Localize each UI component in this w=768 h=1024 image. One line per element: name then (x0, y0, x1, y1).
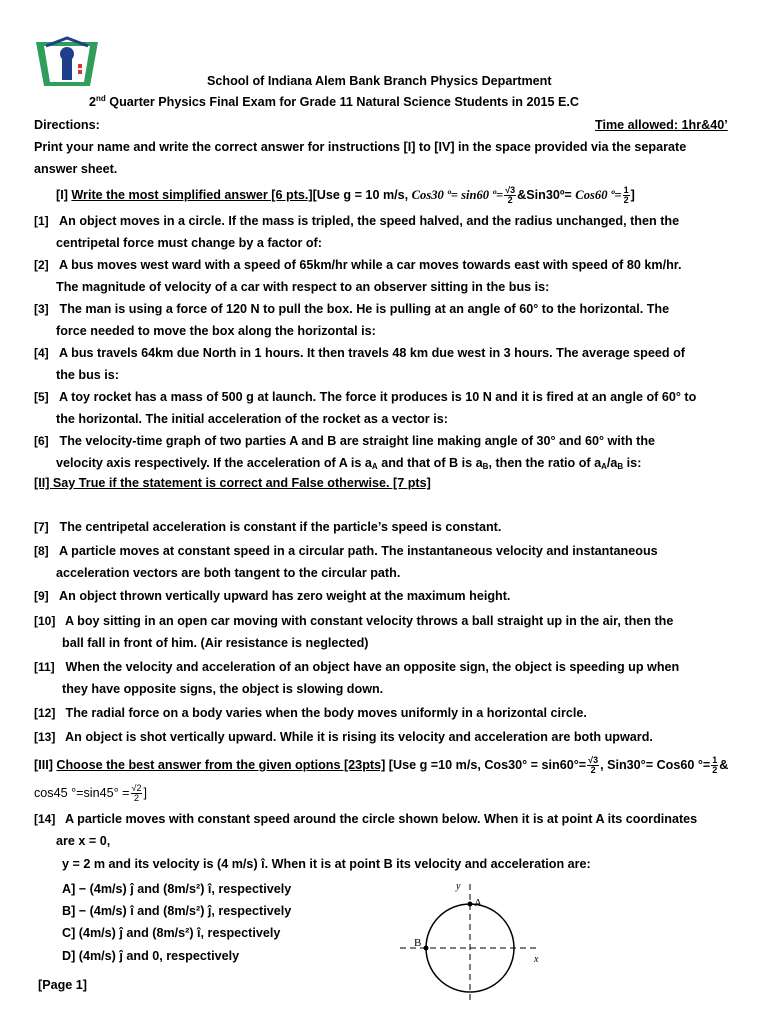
question-8: [8] A particle moves at constant speed in a circular path. The instantaneous velocity and instantaneous (34, 544, 658, 558)
question-2: [2] A bus moves west ward with a speed of 65km/hr while a car moves towards east with speed of 80 km/hr. (34, 258, 682, 272)
question-14-cont-2: y = 2 m and its velocity is (4 m/s) î. When it is at point B its velocity and acceleration are: (62, 857, 591, 871)
question-12: [12] The radial force on a body varies when the body moves uniformly in a horizontal circle. (34, 706, 587, 720)
directions-text-2: answer sheet. (34, 162, 118, 176)
page-number: [Page 1] (38, 978, 87, 992)
option-d: D] (4m/s) ĵ and 0, respectively (62, 949, 240, 963)
directions-label: Directions: (34, 118, 100, 132)
question-4-cont: the bus is: (56, 368, 119, 382)
question-6-cont: velocity axis respectively. If the acceleration of A is $a_A$ and that of B is $a_B$, then the ratio of $a_A/a_B$ is: (56, 456, 642, 471)
question-6: [6] The velocity-time graph of two parties A and B are straight line making angle of 30° and 60° with the (34, 434, 656, 448)
section-3-heading-cont: cos45 °=sin45° = $\frac{√2}{2}$ ] (34, 783, 147, 803)
school-logo (32, 34, 102, 90)
exam-title: 2nd Quarter Physics Final Exam for Grade 11 Natural Science Students in 2015 E.C (89, 94, 579, 109)
question-10-cont: ball fall in front of him. (Air resistance is neglected) (62, 636, 369, 650)
question-5: [5] A toy rocket has a mass of 500 g at launch. The force it produces is 10 N and it is fired at an angle of 60° to (34, 390, 697, 404)
option-a: A] − (4m/s) ĵ and (8m/s²) î, respectively (62, 882, 292, 896)
question-3: [3] The man is using a force of 120 N to pull the box. He is pulling at an angle of 60° to the horizontal. The (34, 302, 670, 316)
question-11: [11] When the velocity and acceleration of an object have an opposite sign, the object is speeding up when (34, 660, 680, 674)
question-5-cont: the horizontal. The initial acceleration of the rocket as a vector is: (56, 412, 448, 426)
point-b-dot (424, 946, 429, 951)
fig-b-label: B (414, 937, 422, 949)
time-allowed: Time allowed: 1hr&40’ (595, 118, 728, 132)
fig-x-label: x (534, 954, 539, 965)
question-3-cont: force needed to move the box along the horizontal is: (56, 324, 376, 338)
point-a-dot (468, 902, 473, 907)
question-9: [9] An object thrown vertically upward has zero weight at the maximum height. (34, 589, 511, 603)
question-14-cont: are x = 0, (56, 834, 111, 848)
fig-y-label: y (456, 881, 461, 892)
question-4: [4] A bus travels 64km due North in 1 hours. It then travels 48 km due west in 3 hours. The average speed of (34, 346, 685, 360)
section-3-heading: [III] Choose the best answer from the given options [23pts] [Use g =10 m/s, Cos30° = sin60°= $\frac{√3}{2}$ , Sin30°= Cos60 °= $\frac{1}{2}$ & (34, 755, 729, 775)
section-2-heading: [II] Say True if the statement is correct and False otherwise. [7 pts] (34, 476, 431, 490)
question-7: [7] The centripetal acceleration is constant if the particle’s speed is constant. (34, 520, 502, 534)
question-11-cont: they have opposite signs, the object is slowing down. (62, 682, 384, 696)
fig-a-label: A (474, 897, 482, 909)
question-14: [14] A particle moves with constant speed around the circle shown below. When it is at point A its coordinates (34, 812, 698, 826)
question-1-cont: centripetal force must change by a factor of: (56, 236, 322, 250)
circle-figure (392, 876, 552, 1000)
option-b: B] − (4m/s) î and (8m/s²) ĵ, respectively (62, 904, 292, 918)
question-2-cont: The magnitude of velocity of a car with respect to an observer sitting in the bus is: (56, 280, 550, 294)
directions-text: Print your name and write the correct answer for instructions [I] to [IV] in the space provided via the separate (34, 140, 687, 154)
section-1-heading: [I] Write the most simplified answer [6 pts.][Use g = 10 m/s, Cos30 º= sin60 º= $\frac{√3}{2}$ &Sin30º= Cos60 º= $\frac{1}{2}$ ] (56, 185, 635, 205)
school-title: School of Indiana Alem Bank Branch Physics Department (207, 74, 552, 88)
question-8-cont: acceleration vectors are both tangent to the circular path. (56, 566, 401, 580)
question-13: [13] An object is shot vertically upward. While it is rising its velocity and acceleration are both upward. (34, 730, 653, 744)
option-c: C] (4m/s) ĵ and (8m/s²) î, respectively (62, 926, 281, 940)
question-1: [1] An object moves in a circle. If the mass is tripled, the speed halved, and the radius unchanged, then the (34, 214, 680, 228)
question-10: [10] A boy sitting in an open car moving with constant velocity throws a ball straight up in the air, then the (34, 614, 674, 628)
